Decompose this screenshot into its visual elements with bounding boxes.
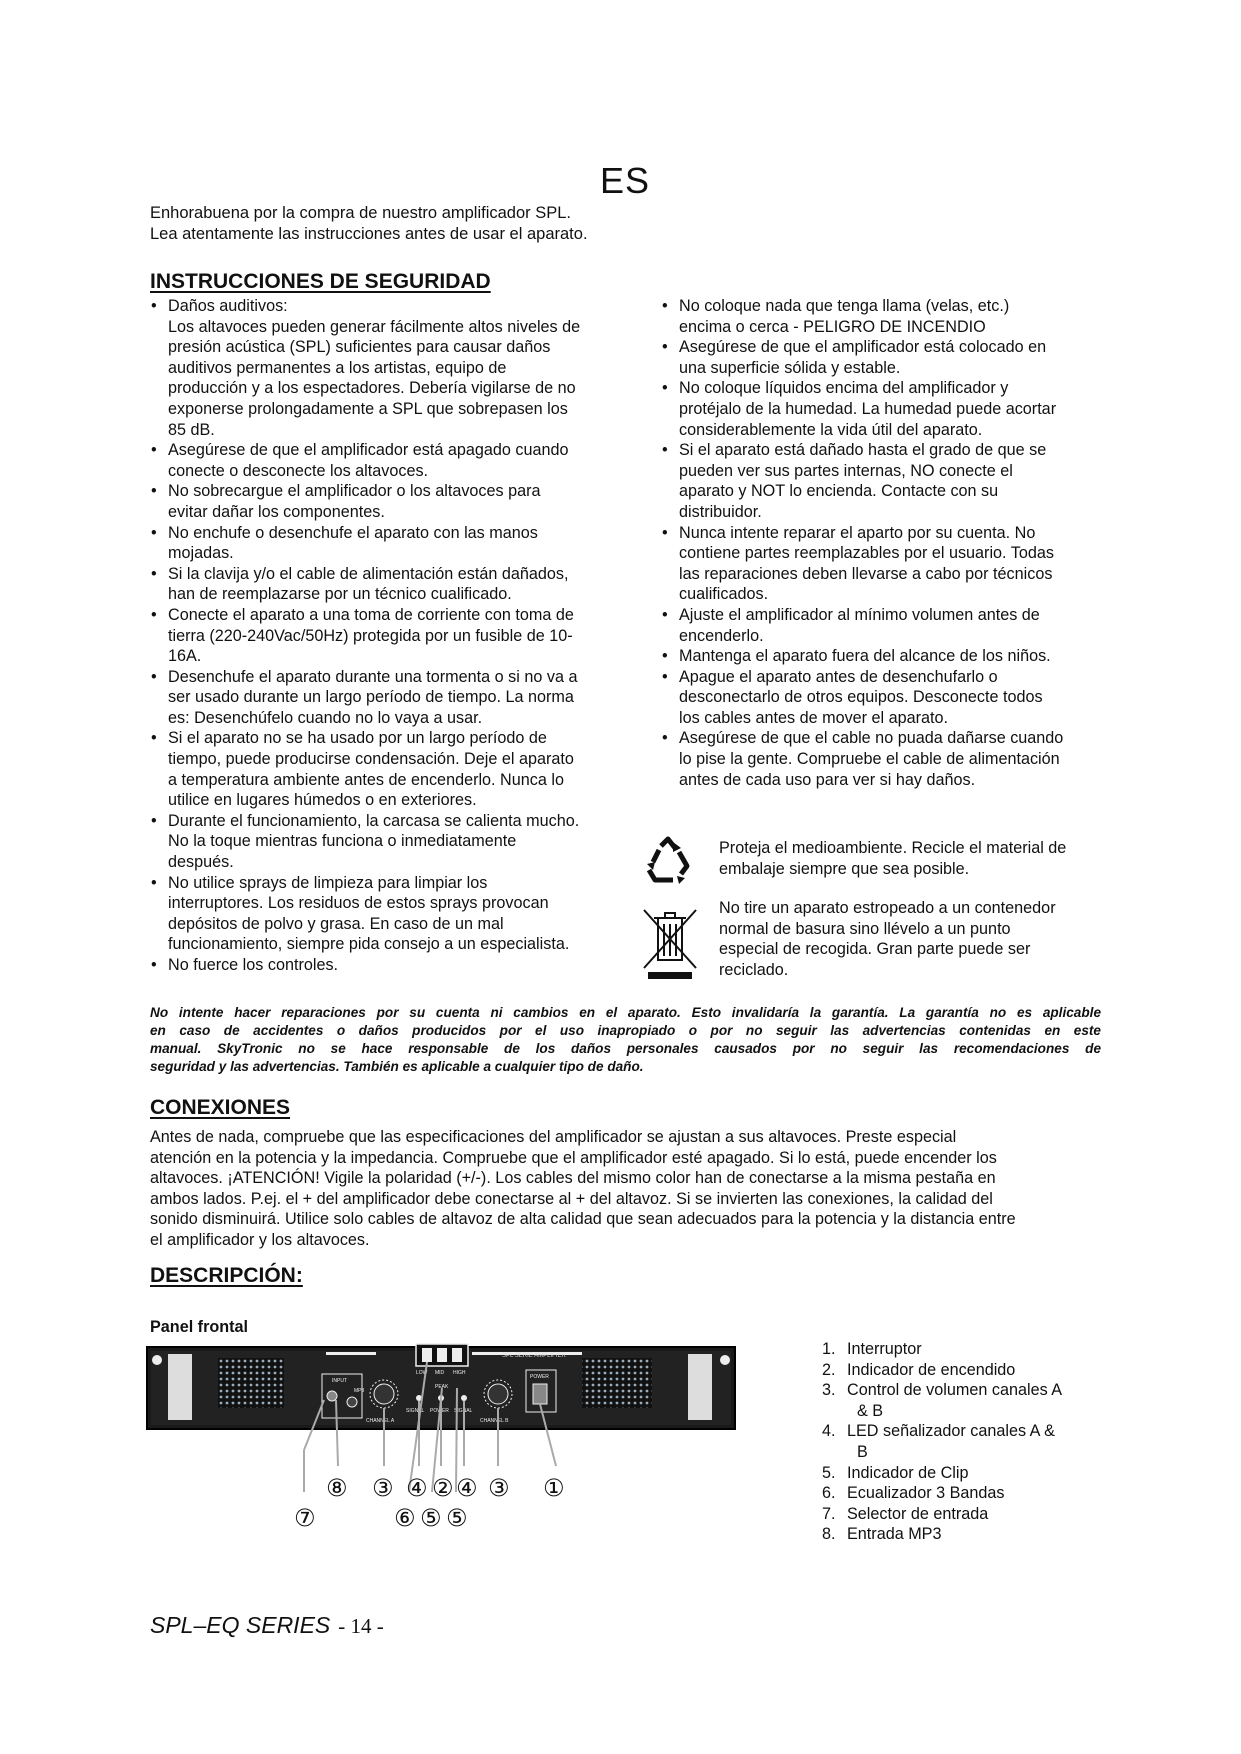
safety-item <box>661 605 1121 646</box>
weee-line: reciclado. <box>719 960 789 979</box>
callout-3b: ③ <box>488 1475 510 1502</box>
vent-left <box>218 1358 284 1408</box>
safety-item-line: • Conecte el aparato a una toma de corriente con toma de <box>168 605 574 624</box>
mp3-input-jack <box>327 1391 337 1401</box>
safety-item <box>661 378 1121 440</box>
callout-5: ⑤ <box>420 1505 442 1532</box>
weee-bin-icon <box>642 908 698 982</box>
safety-item-line: • No coloque líquidos encima del amplificador y <box>679 379 1009 398</box>
safety-right-column <box>661 296 1121 790</box>
safety-item-line: • No sobrecargue el amplificador o los altavoces para <box>168 482 541 501</box>
safety-item-line: funcionamiento, siempre pida consejo a un especialista. <box>168 935 570 954</box>
safety-item <box>150 296 630 440</box>
safety-item-line: desconectarlo de otros equipos. Desconecte todos <box>679 688 1043 707</box>
safety-item-line: Los altavoces pueden generar fácilmente altos niveles de <box>168 317 581 336</box>
safety-item-line: a temperatura ambiente antes de encenderlo. Nunca lo <box>168 770 564 789</box>
front-panel-label: Panel frontal <box>150 1318 249 1336</box>
callout-4: ④ <box>406 1475 428 1502</box>
safety-item-line: exponerse prolongadamente a SPL que sobrepasen los <box>168 399 568 418</box>
legend-item <box>822 1380 1062 1401</box>
legend-text: LED señalizador canales A & <box>847 1422 1055 1441</box>
recycle-icon <box>643 836 693 886</box>
warning-line: No intente hacer reparaciones por su cuenta ni cambios en el aparato. Esto invalidaría la garantía. La garantía no es aplicable <box>150 1005 1101 1020</box>
safety-item <box>150 564 630 605</box>
signal-b-label: SIGNAL <box>454 1408 473 1414</box>
safety-item-line: • Mantenga el aparato fuera del alcance de los niños. <box>679 647 1051 666</box>
safety-item <box>150 811 630 873</box>
vent-right <box>582 1358 652 1408</box>
channel-b-label: CHANNEL B <box>480 1418 509 1424</box>
safety-item-line: distribuidor. <box>679 502 762 521</box>
safety-item <box>661 337 1121 378</box>
page-number: - 14 - <box>338 1614 384 1638</box>
connections-line: sonido disminuirá. Utilice solo cables de altavoz de alta calidad que sean adecuados para la potencia y la distancia entre <box>150 1210 1016 1229</box>
safety-left-column <box>150 296 630 976</box>
legend-text: Indicador de encendido <box>847 1360 1016 1379</box>
weee-line: especial de recogida. Gran parte puede ser <box>719 940 1031 959</box>
safety-item-line: aparato y NOT lo encienda. Contacte con su <box>679 482 999 501</box>
safety-item-line: 16A. <box>168 647 202 666</box>
page-footer <box>150 1612 384 1639</box>
safety-item-line: después. <box>168 853 234 872</box>
recycle-text <box>719 838 1066 879</box>
power-led-label: POWER <box>430 1408 449 1414</box>
legend-number: 5. <box>822 1463 836 1482</box>
callout-3: ③ <box>372 1475 394 1502</box>
safety-item-line: • Apague el aparato antes de desenchufarlo o <box>679 667 998 686</box>
panel-brand: SPL SERIE AMPLIFIER <box>502 1353 566 1359</box>
safety-item-line: interruptores. Los residuos de estos sprays provocan <box>168 894 549 913</box>
eq-mid-label: MID <box>435 1370 445 1376</box>
safety-item-line: mojadas. <box>168 544 234 563</box>
safety-item-line: • Si la clavija y/o el cable de alimentación están dañados, <box>168 564 569 583</box>
signal-a-label: SIGNAL <box>406 1408 425 1414</box>
safety-item-line: • Daños auditivos: <box>168 297 288 315</box>
warning-line: manual. SkyTronic no se hace responsable de los daños personales causados por no seguir las recomendaciones de <box>150 1041 1101 1056</box>
safety-item <box>150 440 630 481</box>
safety-heading: INSTRUCCIONES DE SEGURIDAD <box>150 270 491 293</box>
legend-item <box>822 1524 1062 1545</box>
legend-item <box>822 1421 1062 1442</box>
intro-line: Lea atentamente las instrucciones antes de usar el aparato. <box>150 225 588 243</box>
safety-item-line: • No fuerce los controles. <box>168 956 339 974</box>
safety-item-line: No la toque mientras funciona o inmediatamente <box>168 832 517 851</box>
rack-handle-left <box>168 1354 192 1420</box>
connections-text <box>150 1127 1016 1251</box>
legend-number: 1. <box>822 1340 836 1358</box>
legend-text: Entrada MP3 <box>847 1525 942 1544</box>
callout-8: ⑧ <box>326 1475 348 1502</box>
legend-number: 4. <box>822 1422 836 1441</box>
safety-item <box>661 728 1121 790</box>
safety-item-line: conecte o desconecte los altavoces. <box>168 461 429 480</box>
power-switch <box>533 1384 547 1404</box>
safety-item-line: evitar dañar los componentes. <box>168 502 385 521</box>
eq-high-label: HIGH <box>453 1370 466 1376</box>
series-name: SPL–EQ SERIES <box>150 1612 331 1638</box>
safety-item-line: • Nunca intente reparar el aparto por su cuenta. No <box>679 523 1036 542</box>
legend-text-cont: B <box>857 1442 868 1461</box>
safety-item-line: encima o cerca - PELIGRO DE INCENDIO <box>679 317 986 336</box>
panel-legend <box>822 1339 1062 1545</box>
connections-line: ambos lados. P.ej. el + del amplificador debe conectarse al + del altavoz. Si se invierten las conexiones, la calidad del <box>150 1189 993 1208</box>
safety-item <box>150 605 630 667</box>
weee-line: No tire un aparato estropeado a un contenedor <box>719 899 1056 917</box>
safety-item-line: pueden ver sus partes internas, NO conecte el <box>679 461 1013 480</box>
safety-item <box>150 873 630 955</box>
safety-item-line: depósitos de polvo y grasa. En caso de un mal <box>168 914 504 933</box>
callout-7: ⑦ <box>294 1505 316 1532</box>
safety-item-line: • No utilice sprays de limpieza para limpiar los <box>168 873 488 892</box>
input-selector <box>347 1397 357 1407</box>
legend-text: Indicador de Clip <box>847 1463 969 1482</box>
legend-number: 6. <box>822 1484 836 1503</box>
callout-2: ② <box>432 1475 454 1502</box>
safety-item-line: presión acústica (SPL) suficientes para causar daños <box>168 338 551 357</box>
volume-knob-b <box>488 1384 508 1404</box>
legend-text: Interruptor <box>847 1340 922 1358</box>
safety-item-line: tierra (220-240Vac/50Hz) protegida por un fusible de 10- <box>168 626 573 645</box>
safety-item <box>150 728 630 810</box>
description-heading: DESCRIPCIÓN: <box>150 1264 303 1287</box>
legend-number: 8. <box>822 1525 836 1544</box>
legend-number: 2. <box>822 1360 836 1379</box>
safety-item-line: • No coloque nada que tenga llama (velas, etc.) <box>679 297 1010 315</box>
channel-a-label: CHANNEL A <box>366 1418 395 1424</box>
safety-item-line: utilice en lugares húmedos o en exteriores. <box>168 791 477 810</box>
safety-item-line: considerablemente la vida útil del aparato. <box>679 420 983 439</box>
weee-text <box>719 898 1056 980</box>
volume-knob-a <box>374 1384 394 1404</box>
connections-line: el amplificador y los altavoces. <box>150 1230 370 1249</box>
safety-item-line: los cables antes de mover el aparato. <box>679 708 949 727</box>
warranty-warning <box>150 1004 1101 1076</box>
connections-line: atención en la potencia y la impedancia. Compruebe que el amplificador esté apagado. Si lo está, puede encender los <box>150 1148 997 1167</box>
safety-item <box>661 440 1121 522</box>
connections-heading: CONEXIONES <box>150 1096 291 1119</box>
safety-item-line: antes de cada uso para ver si hay daños. <box>679 770 976 789</box>
safety-item <box>661 296 1121 337</box>
legend-text: Control de volumen canales A <box>847 1381 1063 1400</box>
safety-item-line: auditivos permanentes a los artistas, equipo de <box>168 358 507 377</box>
legend-number: 7. <box>822 1504 836 1523</box>
safety-item <box>661 523 1121 605</box>
safety-item-line: • Asegúrese de que el amplificador está colocado en <box>679 338 1047 357</box>
safety-item-line: producción y a los espectadores. Debería vigilarse de no <box>168 379 576 398</box>
input-label: INPUT <box>332 1378 347 1384</box>
safety-item-line: una superficie sólida y estable. <box>679 358 901 377</box>
safety-item-line: cualificados. <box>679 585 769 604</box>
safety-item-line: • Si el aparato está dañado hasta el grado de que se <box>679 441 1047 460</box>
recycle-line: Proteja el medioambiente. Recicle el material de <box>719 839 1067 857</box>
safety-item-line: • Ajuste el amplificador al mínimo volumen antes de <box>679 605 1040 624</box>
legend-text-cont: & B <box>857 1401 884 1420</box>
peak-label: PEAK <box>435 1384 449 1390</box>
safety-item <box>150 667 630 729</box>
callout-4b: ④ <box>456 1475 478 1502</box>
safety-item-line: • Asegúrese de que el amplificador está apagado cuando <box>168 441 569 460</box>
language-code: ES <box>600 160 651 201</box>
safety-item <box>150 523 630 564</box>
rack-handle-right <box>688 1354 712 1420</box>
safety-item-line: protéjalo de la humedad. La humedad puede acortar <box>679 399 1057 418</box>
connections-line: altavoces. ¡ATENCIÓN! Vigile la polaridad (+/-). Los cables del mismo color han de conectarse a la misma pestaña en <box>150 1169 996 1188</box>
safety-item-line: tiempo, puede producirse condensación. Deje el aparato <box>168 750 574 769</box>
intro-line: Enhorabuena por la compra de nuestro amplificador SPL. <box>150 204 571 222</box>
safety-item-line: • Asegúrese de que el cable no puada dañarse cuando <box>679 729 1064 748</box>
legend-number: 3. <box>822 1381 836 1400</box>
callout-6: ⑥ <box>394 1505 416 1532</box>
legend-item <box>822 1483 1062 1504</box>
mp3-label: MP3 <box>354 1388 365 1394</box>
safety-item-line: • Desenchufe el aparato durante una tormenta o si no va a <box>168 667 578 686</box>
safety-item <box>661 646 1121 667</box>
safety-item-line: lo pise la gente. Compruebe el cable de alimentación <box>679 750 1060 769</box>
legend-item <box>822 1504 1062 1525</box>
weee-line: normal de basura sino llévelo a un punto <box>719 919 1011 938</box>
intro-text <box>150 203 588 245</box>
safety-item-line: • No enchufe o desenchufe el aparato con las manos <box>168 523 538 542</box>
safety-item-line: las reparaciones deben llevarse a cabo por técnicos <box>679 564 1053 583</box>
safety-item-line: encenderlo. <box>679 626 764 645</box>
legend-item <box>822 1339 1062 1360</box>
safety-item-line: • Durante el funcionamiento, la carcasa se calienta mucho. <box>168 811 580 830</box>
legend-text: Selector de entrada <box>847 1504 989 1523</box>
legend-item <box>822 1463 1062 1484</box>
eq-low-label: LOW <box>416 1370 428 1376</box>
callout-1: ① <box>543 1475 565 1502</box>
recycle-line: embalaje siempre que sea posible. <box>719 859 970 878</box>
callout-5b: ⑤ <box>446 1505 468 1532</box>
legend-text: Ecualizador 3 Bandas <box>847 1484 1005 1503</box>
safety-item-line: • Si el aparato no se ha usado por un largo período de <box>168 729 547 748</box>
safety-item <box>150 481 630 522</box>
safety-item-line: es: Desenchúfelo cuando no lo vaya a usar. <box>168 708 483 727</box>
power-switch-label: POWER <box>530 1374 549 1380</box>
warning-line: seguridad y las advertencias. También es aplicable a cualquier tipo de daño. <box>150 1059 644 1074</box>
safety-item-line: 85 dB. <box>168 420 215 439</box>
warning-line: en caso de accidentes o daños producidos por el uso inapropiado o por no seguir las advertencias contenidas en este <box>150 1023 1101 1038</box>
safety-item <box>150 955 630 976</box>
safety-item-line: contiene partes reemplazables por el usuario. Todas <box>679 544 1054 563</box>
safety-item-line: han de reemplazarse por un técnico cualificado. <box>168 585 512 604</box>
legend-item <box>822 1360 1062 1381</box>
safety-item-line: ser usado durante un largo período de tiempo. La norma <box>168 688 574 707</box>
safety-item <box>661 667 1121 729</box>
connections-line: Antes de nada, compruebe que las especificaciones del amplificador se ajustan a sus altavoces. Preste especial <box>150 1128 957 1146</box>
